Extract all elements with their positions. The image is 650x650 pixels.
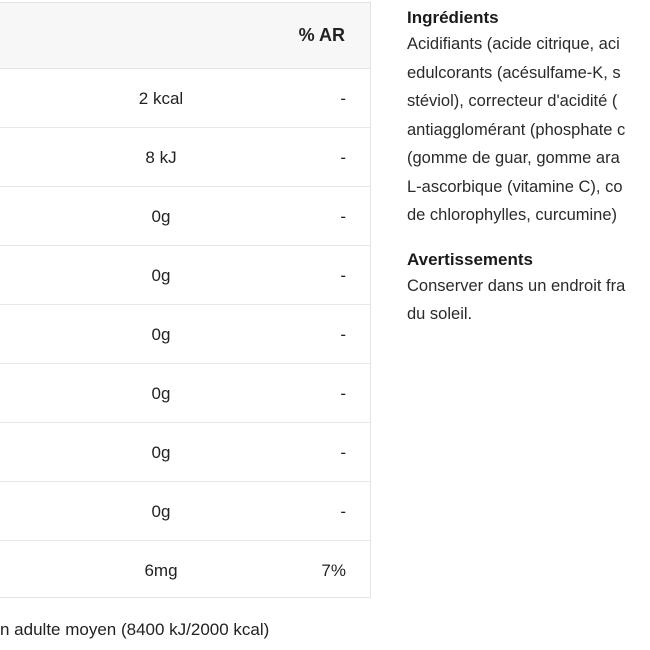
- nutrient-ar: -: [340, 443, 346, 462]
- nutrient-value: 0g: [151, 502, 171, 521]
- nutrition-table: [0, 2, 371, 598]
- ar-column-header: % AR: [298, 25, 345, 45]
- warnings-heading: Avertissements: [407, 249, 533, 269]
- warnings-text: [407, 272, 650, 329]
- reference-intake-footnote: n adulte moyen (8400 kJ/2000 kcal): [0, 620, 270, 639]
- table-row: [0, 541, 370, 600]
- nutrient-ar: -: [340, 207, 346, 226]
- nutrient-value: 0g: [151, 325, 171, 344]
- nutrient-value: 6mg: [144, 561, 178, 580]
- ingredients-heading: Ingrédients: [407, 8, 499, 27]
- warnings-line: Conserver dans un endroit fra: [407, 276, 626, 295]
- ingredients-line: L-ascorbique (vitamine C), co: [407, 177, 623, 196]
- table-row: [0, 423, 370, 482]
- table-row: [0, 128, 370, 187]
- table-row: [0, 246, 370, 305]
- nutrient-value: 0g: [151, 384, 171, 403]
- nutrient-value: 0g: [151, 266, 171, 285]
- nutrition-table-header: [0, 3, 370, 69]
- nutrient-value: 8 kJ: [145, 148, 177, 167]
- ingredients-line: de chlorophylles, curcumine): [407, 206, 618, 224]
- nutrient-ar: -: [340, 148, 346, 167]
- nutrient-ar: -: [340, 325, 346, 344]
- table-row: [0, 69, 370, 128]
- nutrient-value: 0g: [151, 443, 171, 462]
- table-row: [0, 482, 370, 541]
- nutrient-ar: 7%: [321, 561, 346, 580]
- ingredients-text: [407, 30, 650, 230]
- nutrient-ar: -: [340, 384, 346, 403]
- nutrient-value: 2 kcal: [138, 89, 184, 108]
- table-row: [0, 187, 370, 246]
- nutrient-ar: -: [340, 502, 346, 521]
- ingredients-line: (gomme de guar, gomme ara: [407, 149, 620, 167]
- warnings-line: du soleil.: [407, 305, 473, 323]
- table-row: [0, 364, 370, 423]
- product-details: [407, 6, 650, 329]
- ingredients-line: antiagglomérant (phosphate c: [407, 120, 626, 139]
- ingredients-line: stéviol), correcteur d'acidité (: [407, 92, 618, 110]
- ingredients-line: edulcorants (acésulfame-K, s: [407, 63, 621, 82]
- table-row: [0, 305, 370, 364]
- nutrient-ar: -: [340, 89, 346, 108]
- nutrient-ar: -: [340, 266, 346, 285]
- nutrient-value: 0g: [151, 207, 171, 226]
- ingredients-line: Acidifiants (acide citrique, aci: [407, 35, 620, 53]
